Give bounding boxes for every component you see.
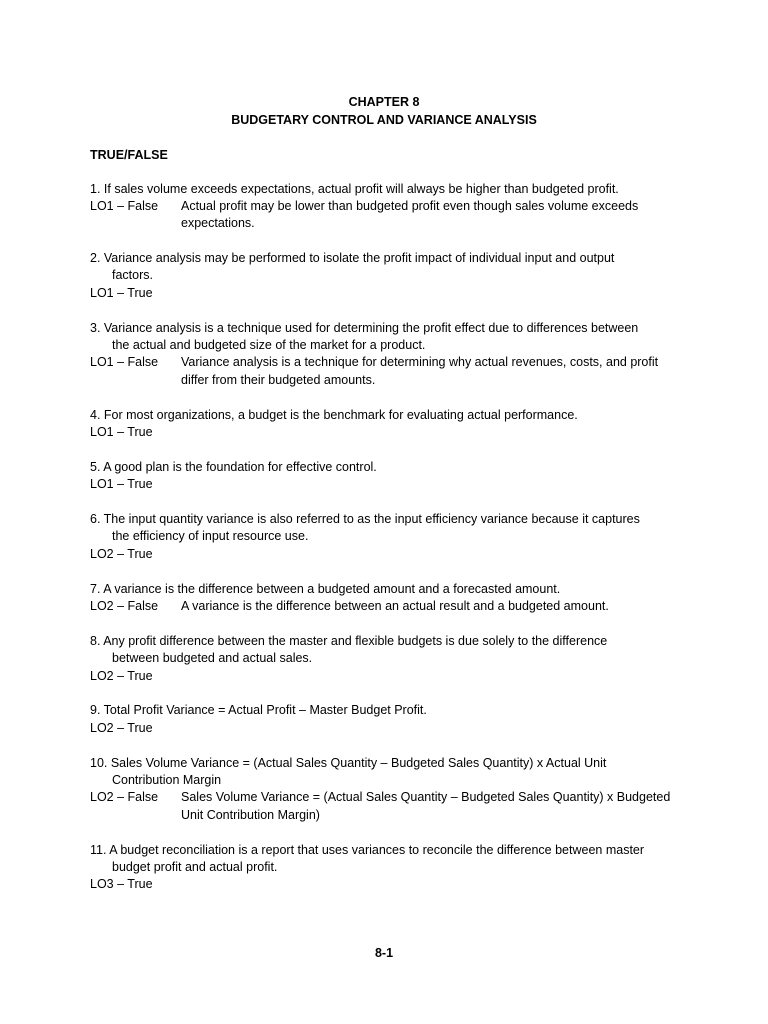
page-number: 8-1: [374, 946, 394, 960]
question-line: LO3 – True: [90, 877, 153, 891]
question-line: between budgeted and actual sales.: [112, 651, 313, 665]
question-line: LO2 – True: [90, 669, 153, 683]
question-line: Actual profit may be lower than budgeted profit even though sales volume exceeds: [181, 199, 639, 213]
question-line: LO2 – True: [90, 547, 153, 561]
question-line: 3. Variance analysis is a technique used for determining the profit effect due to differences between: [90, 321, 639, 335]
question-line: 5. A good plan is the foundation for effective control.: [90, 460, 377, 474]
question-line: differ from their budgeted amounts.: [181, 373, 376, 387]
chapter-title: BUDGETARY CONTROL AND VARIANCE ANALYSIS: [231, 113, 537, 127]
question-line: 10. Sales Volume Variance = (Actual Sales Quantity – Budgeted Sales Quantity) x Actual Unit: [90, 756, 607, 770]
question-line: budget profit and actual profit.: [112, 860, 278, 874]
question-line: A variance is the difference between an actual result and a budgeted amount.: [181, 599, 609, 613]
section-heading: TRUE/FALSE: [90, 148, 168, 162]
question-line: 11. A budget reconciliation is a report that uses variances to reconcile the difference between master: [90, 843, 645, 857]
question-line: 9. Total Profit Variance = Actual Profit – Master Budget Profit.: [90, 703, 427, 717]
question-line: 4. For most organizations, a budget is the benchmark for evaluating actual performance.: [90, 408, 578, 422]
question-line: LO1 – False: [90, 199, 159, 213]
question-line: 8. Any profit difference between the master and flexible budgets is due solely to the difference: [90, 634, 608, 648]
question-line: Unit Contribution Margin): [181, 808, 320, 822]
question-line: factors.: [112, 268, 153, 282]
question-line: 1. If sales volume exceeds expectations, actual profit will always be higher than budgeted profit.: [90, 182, 619, 196]
question-line: the actual and budgeted size of the market for a product.: [112, 338, 426, 352]
question-line: LO1 – True: [90, 425, 153, 439]
question-line: 7. A variance is the difference between a budgeted amount and a forecasted amount.: [90, 582, 561, 596]
question-line: LO1 – False: [90, 355, 159, 369]
question-line: LO1 – True: [90, 477, 153, 491]
question-line: 2. Variance analysis may be performed to isolate the profit impact of individual input and output: [90, 251, 615, 265]
question-line: expectations.: [181, 216, 255, 230]
question-line: LO2 – True: [90, 721, 153, 735]
question-line: LO1 – True: [90, 286, 153, 300]
chapter-label: CHAPTER 8: [348, 95, 420, 109]
question-line: LO2 – False: [90, 599, 159, 613]
question-line: LO2 – False: [90, 790, 159, 804]
question-line: Contribution Margin: [112, 773, 222, 787]
question-line: 6. The input quantity variance is also referred to as the input efficiency variance because it captures: [90, 512, 640, 526]
question-line: Sales Volume Variance = (Actual Sales Quantity – Budgeted Sales Quantity) x Budgeted: [181, 790, 671, 804]
question-line: the efficiency of input resource use.: [112, 529, 309, 543]
question-line: Variance analysis is a technique for determining why actual revenues, costs, and profit: [181, 355, 659, 369]
